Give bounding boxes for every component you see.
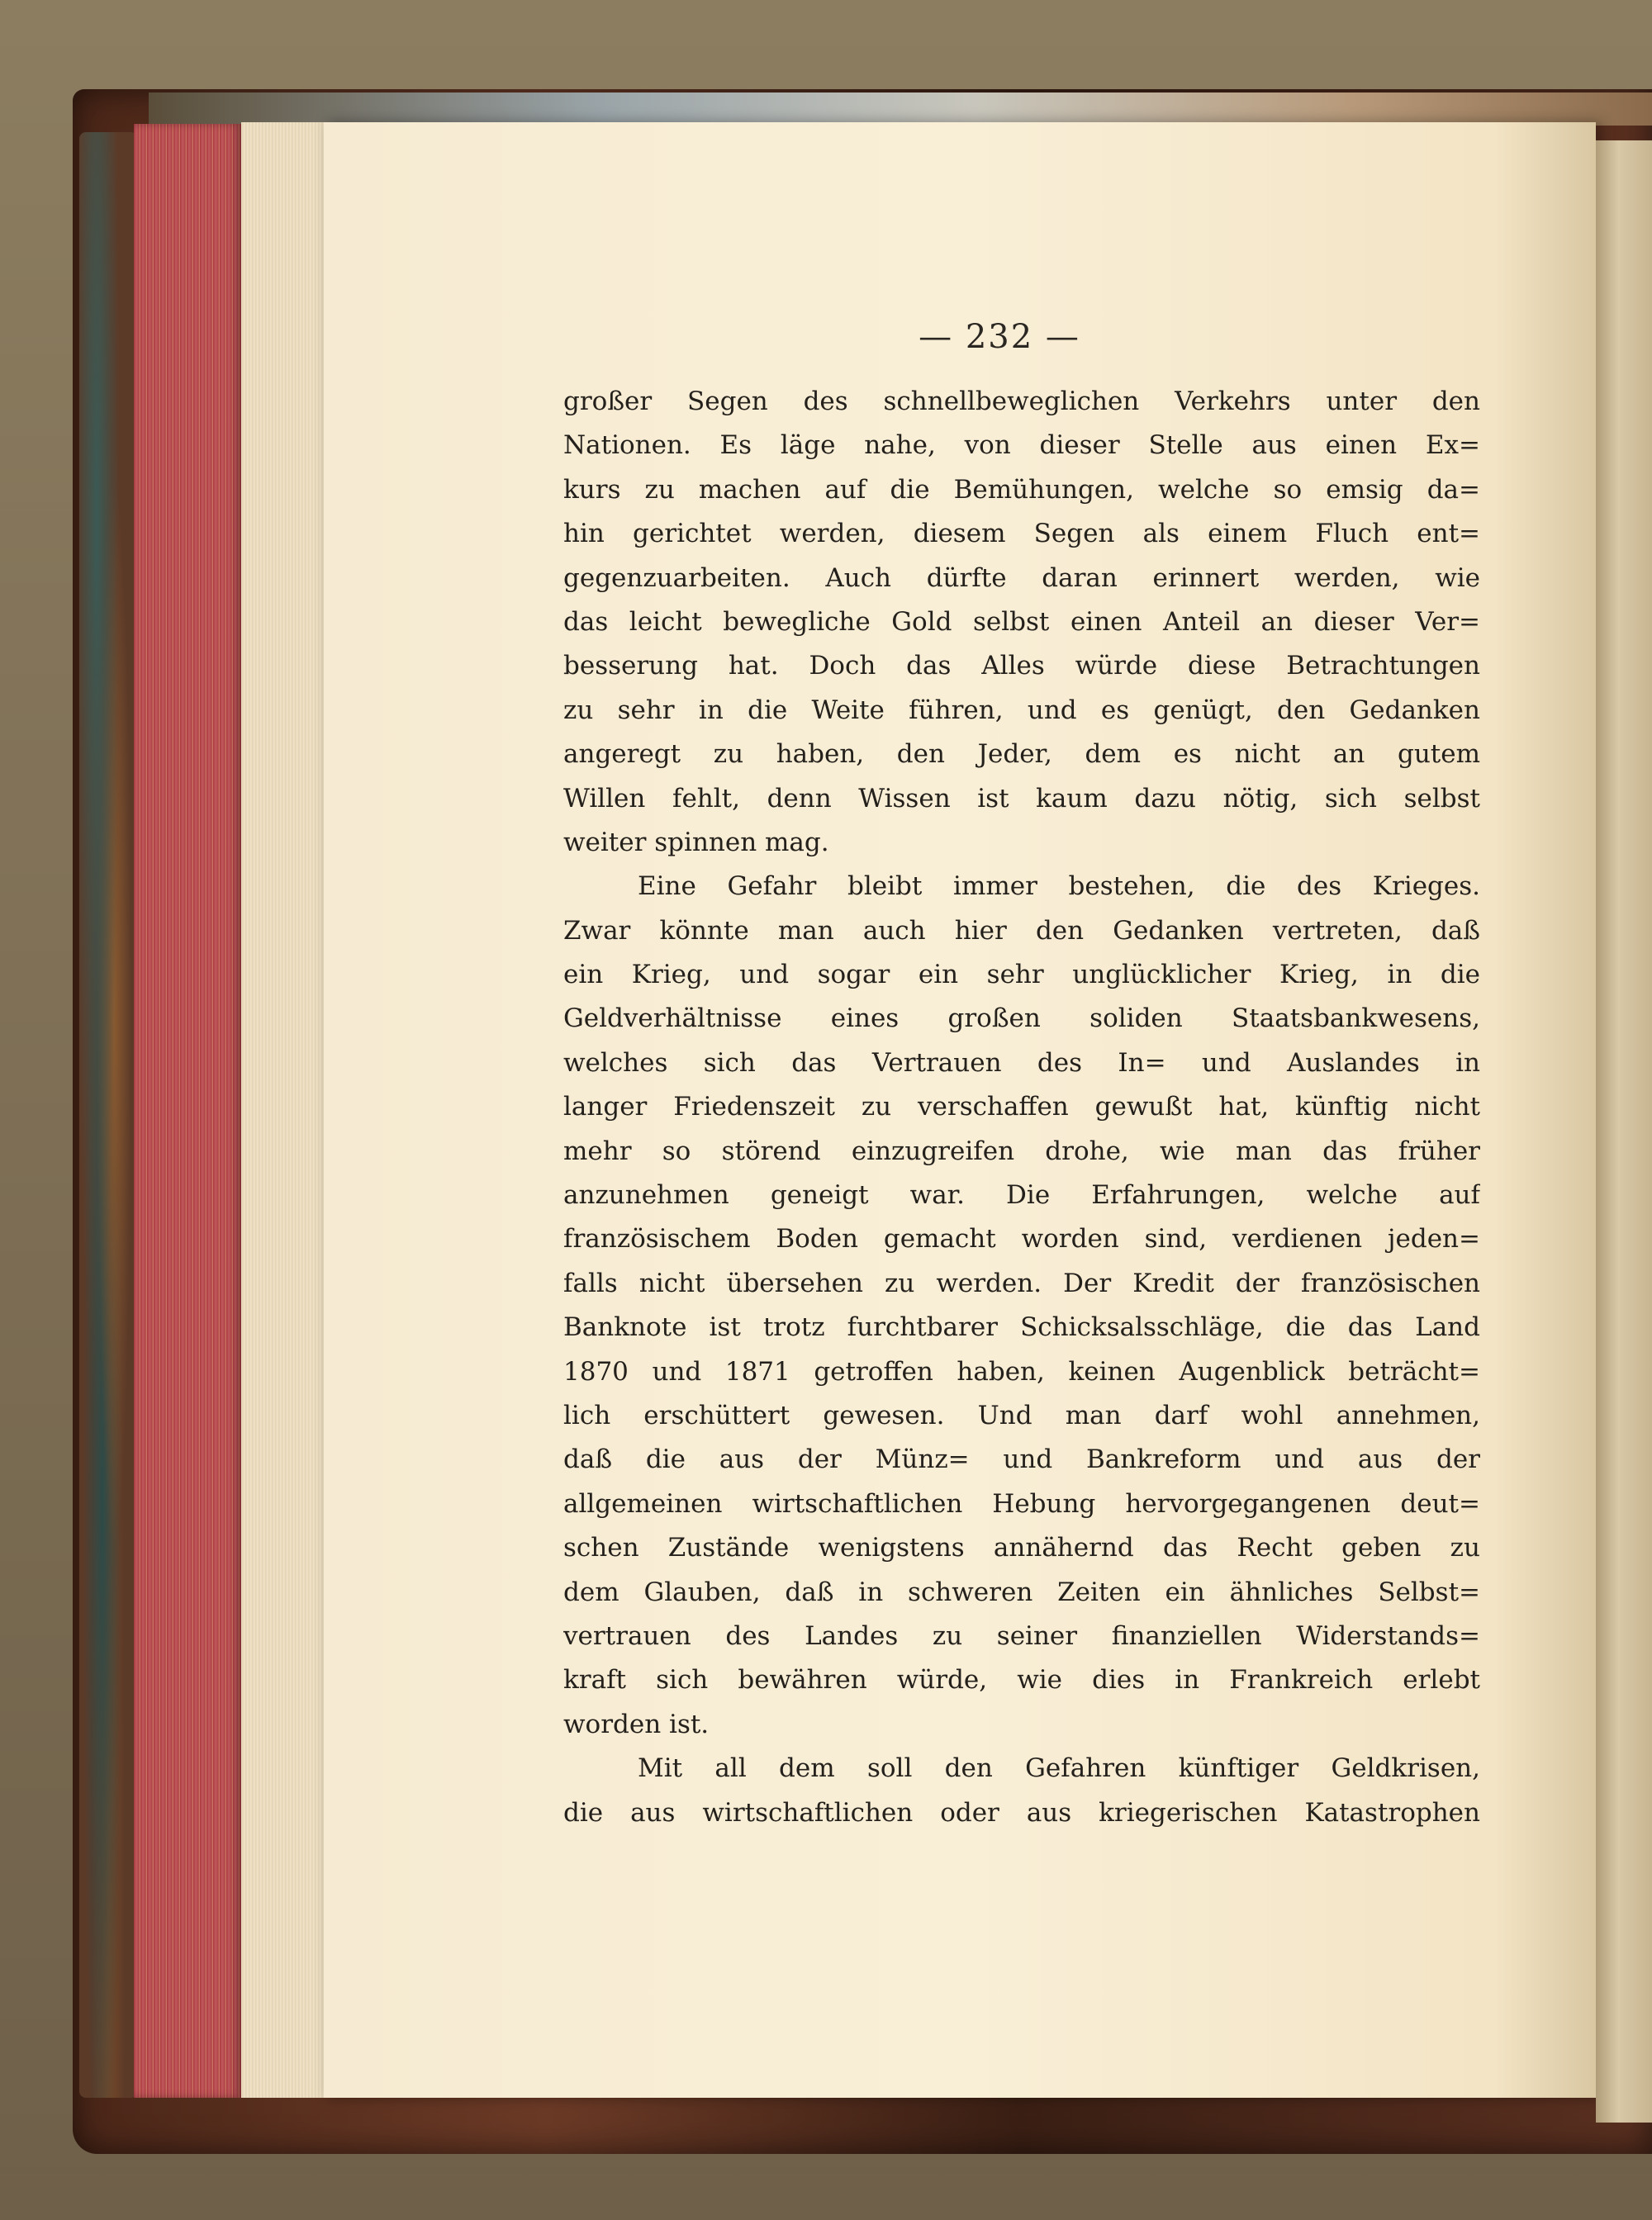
- body-text: [563, 380, 1480, 1835]
- text-line: gegenzuarbeiten. Auch dürfte daran erinnert werden, wie: [563, 562, 1480, 593]
- text-line: das leicht bewegliche Gold selbst einen Anteil an dieser Ver=: [563, 606, 1480, 637]
- text-line: kraft sich bewähren würde, wie dies in Frankreich erlebt: [563, 1665, 1480, 1696]
- book-top-edge: [149, 92, 1652, 126]
- text-line: schen Zustände wenigstens annähernd das Recht geben zu: [563, 1533, 1480, 1563]
- text-line: worden ist.: [563, 1709, 710, 1739]
- text-line: dem Glauben, daß in schweren Zeiten ein ähnliches Selbst=: [563, 1577, 1480, 1607]
- text-line: ein Krieg, und sogar ein sehr unglücklicher Krieg, in die: [563, 960, 1480, 990]
- text-line: anzunehmen geneigt war. Die Erfahrungen, welche auf: [563, 1180, 1480, 1211]
- text-line: welches sich das Vertrauen des In= und Auslandes in: [563, 1047, 1480, 1078]
- text-line: zu sehr in die Weite führen, und es genügt, den Gedanken: [563, 695, 1480, 725]
- text-line: Nationen. Es läge nahe, von dieser Stelle aus einen Ex=: [563, 430, 1480, 461]
- text-line: Geldverhältnisse eines großen soliden Staatsbankwesens,: [563, 1003, 1480, 1034]
- text-line: die aus wirtschaftlichen oder aus kriegerischen Katastrophen: [563, 1797, 1480, 1828]
- page-number: — 232 —: [919, 318, 1080, 356]
- text-line: 1870 und 1871 getroffen haben, keinen Augenblick beträcht=: [563, 1356, 1480, 1387]
- text-line: daß die aus der Münz= und Bankreform und aus der: [563, 1444, 1480, 1475]
- text-line: Banknote ist trotz furchtbarer Schicksalsschläge, die das Land: [563, 1312, 1480, 1343]
- facing-page-edge: [1596, 140, 1652, 2123]
- text-line: falls nicht übersehen zu werden. Der Kredit der französischen: [563, 1268, 1480, 1298]
- red-page-edges: [134, 124, 241, 2098]
- text-line: angeregt zu haben, den Jeder, dem es nicht an gutem: [563, 739, 1480, 770]
- marbled-endpaper: [79, 132, 137, 2098]
- stacked-page-edges: [241, 122, 324, 2098]
- text-line: vertrauen des Landes zu seiner finanziellen Widerstands=: [563, 1620, 1480, 1651]
- text-line: Mit all dem soll den Gefahren künftiger Geldkrisen,: [638, 1753, 1480, 1784]
- text-line: hin gerichtet werden, diesem Segen als einem Fluch ent=: [563, 519, 1480, 549]
- text-line: französischem Boden gemacht worden sind, verdienen jeden=: [563, 1224, 1480, 1255]
- text-line: besserung hat. Doch das Alles würde diese Betrachtungen: [563, 651, 1480, 681]
- text-line: Willen fehlt, denn Wissen ist kaum dazu nötig, sich selbst: [563, 783, 1480, 814]
- text-line: lich erschüttert gewesen. Und man darf wohl annehmen,: [563, 1400, 1480, 1430]
- text-line: weiter spinnen mag.: [563, 827, 829, 857]
- text-line: mehr so störend einzugreifen drohe, wie man das früher: [563, 1136, 1480, 1166]
- text-line: langer Friedenszeit zu verschaffen gewußt hat, künftig nicht: [563, 1092, 1480, 1122]
- text-line: Zwar könnte man auch hier den Gedanken vertreten, daß: [563, 915, 1480, 946]
- text-line: kurs zu machen auf die Bemühungen, welche so emsig da=: [563, 474, 1480, 505]
- text-line: großer Segen des schnellbeweglichen Verkehrs unter den: [563, 387, 1480, 416]
- text-line: allgemeinen wirtschaftlichen Hebung hervorgegangenen deut=: [563, 1488, 1480, 1519]
- text-line: Eine Gefahr bleibt immer bestehen, die des Krieges.: [638, 871, 1480, 902]
